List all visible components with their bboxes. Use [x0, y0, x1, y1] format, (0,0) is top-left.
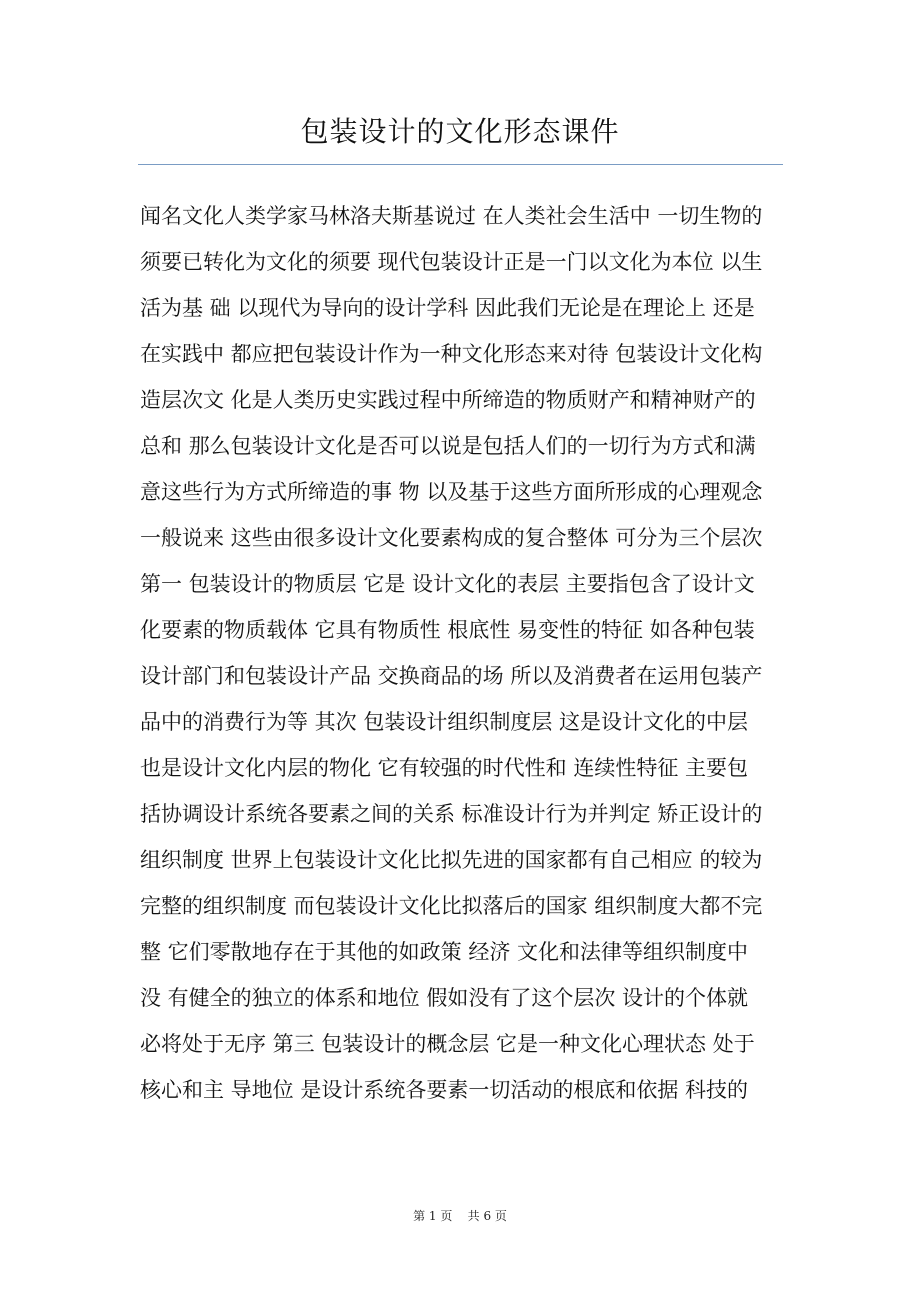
text-line: 闻名文化人类学家马林洛夫斯基说过 在人类社会生活中 一切生物的: [140, 204, 763, 228]
text-line: 造层次文 化是人类历史实践过程中所缔造的物质财产和精神财产的: [140, 388, 756, 412]
text-line: 品中的消费行为等 其次 包装设计组织制度层 这是设计文化的中层: [140, 710, 749, 734]
page-title: 包装设计的文化形态课件: [300, 115, 620, 148]
text-line: 整 它们零散地存在于其他的如政策 经济 文化和法律等组织制度中: [140, 940, 749, 964]
text-line: 组织制度 世界上包装设计文化比拟先进的国家都有自己相应 的较为: [140, 848, 763, 872]
text-line: 必将处于无序 第三 包装设计的概念层 它是一种文化心理状态 处于: [140, 1032, 755, 1056]
page-total: 共 6 页: [467, 1209, 507, 1223]
text-line: 核心和主 导地位 是设计系统各要素一切活动的根底和依据 科技的: [140, 1078, 749, 1102]
text-line: 完整的组织制度 而包装设计文化比拟落后的国家 组织制度大都不完: [140, 894, 763, 918]
body-text: [140, 193, 790, 1113]
text-line: 第一 包装设计的物质层 它是 设计文化的表层 主要指包含了设计文: [140, 572, 755, 596]
text-line: 一般说来 这些由很多设计文化要素构成的复合整体 可分为三个层次: [140, 526, 763, 550]
text-line: 总和 那么包装设计文化是否可以说是包括人们的一切行为方式和满: [140, 434, 756, 458]
text-line: 设计部门和包装设计产品 交换商品的场 所以及消费者在运用包装产: [140, 664, 763, 688]
page-footer: [0, 1208, 920, 1224]
text-line: 没 有健全的独立的体系和地位 假如没有了这个层次 设计的个体就: [140, 986, 749, 1010]
text-line: 括协调设计系统各要素之间的关系 标准设计行为并判定 矫正设计的: [140, 802, 763, 826]
text-line: 活为基 础 以现代为导向的设计学科 因此我们无论是在理论上 还是: [140, 296, 755, 320]
text-line: 化要素的物质载体 它具有物质性 根底性 易变性的特征 如各种包装: [140, 618, 755, 642]
page-number: 第 1 页: [413, 1209, 453, 1223]
text-line: 也是设计文化内层的物化 它有较强的时代性和 连续性特征 主要包: [140, 756, 749, 780]
text-line: 意这些行为方式所缔造的事 物 以及基于这些方面所形成的心理观念: [140, 480, 763, 504]
text-line: 在实践中 都应把包装设计作为一种文化形态来对待 包装设计文化构: [140, 342, 763, 366]
title-divider: [138, 164, 783, 165]
text-line: 须要已转化为文化的须要 现代包装设计正是一门以文化为本位 以生: [140, 250, 763, 274]
